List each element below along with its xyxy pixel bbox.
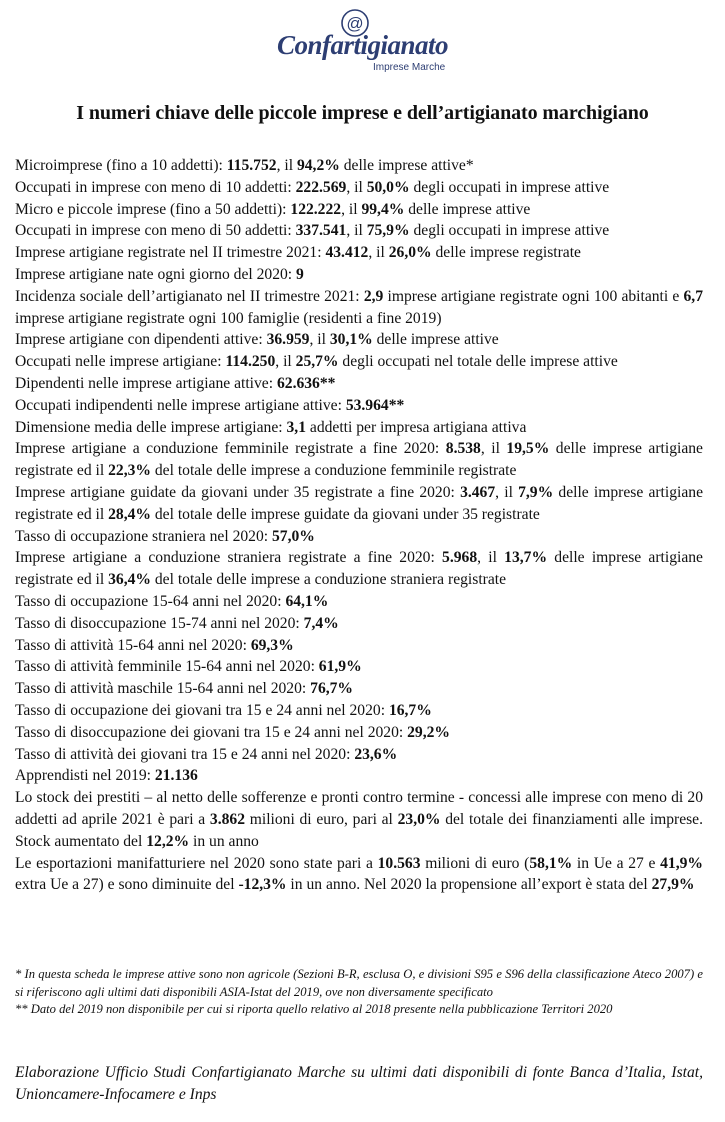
item-text: addetti per impresa artigiana attiva xyxy=(306,418,527,436)
key-value: -12,3% xyxy=(238,876,287,894)
item-text: milioni di euro, pari al xyxy=(245,810,398,828)
item-text: Occupati in imprese con meno di 10 addetti: xyxy=(15,178,296,196)
item-text: Imprese artigiane a conduzione straniera registrate a fine 2020: xyxy=(15,549,443,567)
item-text: delle imprese attive xyxy=(404,200,531,218)
page-title: I numeri chiave delle piccole imprese e dell’artigianato marchigiano xyxy=(76,102,649,124)
list-item xyxy=(15,526,703,548)
key-value: 114.250 xyxy=(225,353,276,371)
logo-subtitle: Imprese Marche xyxy=(373,62,446,73)
item-text: delle imprese attive* xyxy=(339,157,474,174)
footnote-2: ** Dato del 2019 non disponibile per cui si riporta quello relativo al 2018 presente nella pubblicazione Territori 2020 xyxy=(15,1002,613,1017)
item-text: , il xyxy=(346,222,367,240)
item-text: Imprese artigiane con dipendenti attive: xyxy=(15,331,267,349)
item-text: Imprese artigiane nate ogni giorno del 2020: xyxy=(15,265,297,283)
item-text: degli occupati nel totale delle imprese attive xyxy=(338,353,618,371)
item-text: Dipendenti nelle imprese artigiane attive: xyxy=(15,374,277,392)
key-value: 7,4% xyxy=(303,614,339,632)
item-text: , il xyxy=(477,549,505,567)
item-text: Imprese artigiane registrate nel II trimestre 2021: xyxy=(15,244,326,262)
key-value: 23,6% xyxy=(354,745,398,763)
key-value: 12,2% xyxy=(146,832,190,850)
list-item xyxy=(15,417,703,439)
list-item xyxy=(15,395,703,417)
item-text: Tasso di occupazione dei giovani tra 15 e 24 anni nel 2020: xyxy=(15,701,389,719)
item-text: Tasso di disoccupazione dei giovani tra 15 e 24 anni nel 2020: xyxy=(15,723,408,741)
item-text: in un anno. Nel 2020 la propensione all’export è stata del xyxy=(286,876,652,894)
item-text: delle imprese artigiane registrate ed il xyxy=(15,549,703,589)
list-item xyxy=(15,547,703,591)
item-text: , il xyxy=(368,244,389,262)
item-text: , il xyxy=(275,353,296,371)
item-text: delle imprese artigiane registrate ed il xyxy=(15,483,703,523)
key-value: 3.467 xyxy=(460,483,496,501)
item-text: Apprendisti nel 2019: xyxy=(15,767,155,785)
key-value: 115.752 xyxy=(226,157,277,174)
item-text: Occupati indipendenti nelle imprese artigiane attive: xyxy=(15,396,346,414)
footnote-1: * In questa scheda le imprese attive sono non agricole (Sezioni B-R, esclusa O, e divisioni S95 e S96 della classificazione Ateco 2007) e si riferiscono agli ultimi dati disponibili ASIA-Istat del 2019, ove non diversamente specificato xyxy=(15,967,703,999)
item-text: delle imprese artigiane registrate ed il xyxy=(15,440,703,480)
item-text: Le esportazioni manifatturiere nel 2020 sono state pari a xyxy=(15,854,378,872)
list-item xyxy=(15,351,703,373)
item-text: in Ue a 27 e xyxy=(572,854,661,872)
key-value: 26,0% xyxy=(388,244,432,262)
footnotes xyxy=(15,966,703,1019)
key-value: 41,9% xyxy=(660,854,704,872)
key-value: 50,0% xyxy=(366,178,410,196)
key-value: 22,3% xyxy=(108,462,151,480)
logo-brand-name: Confartigianato xyxy=(276,30,449,60)
item-text: , il xyxy=(495,483,519,501)
key-value: 27,9% xyxy=(651,876,695,894)
list-item xyxy=(15,853,703,897)
item-text: Incidenza sociale dell’artigianato nel II trimestre 2021: xyxy=(15,287,364,305)
key-value: 69,3% xyxy=(250,636,294,654)
list-item xyxy=(15,438,703,482)
key-value: 36.959 xyxy=(266,331,310,349)
item-text: del totale delle imprese a conduzione straniera registrate xyxy=(150,571,507,589)
item-text: Imprese artigiane a conduzione femminile registrate a fine 2020: xyxy=(15,440,446,458)
list-item xyxy=(15,177,703,199)
list-item xyxy=(15,700,703,722)
item-text: imprese artigiane registrate ogni 100 famiglie (residenti a fine 2019) xyxy=(15,309,442,327)
item-text: Tasso di occupazione 15-64 anni nel 2020: xyxy=(15,592,286,610)
item-text: degli occupati in imprese attive xyxy=(409,222,610,240)
item-text: Tasso di disoccupazione 15-74 anni nel 2020: xyxy=(15,614,304,632)
item-text: , il xyxy=(346,178,367,196)
list-item xyxy=(15,329,703,351)
item-text: Occupati nelle imprese artigiane: xyxy=(15,353,226,371)
key-value: 62.636** xyxy=(276,374,336,392)
item-text: delle imprese attive xyxy=(372,331,499,349)
key-value: 36,4% xyxy=(108,571,151,589)
item-text: Lo stock dei prestiti – al netto delle sofferenze e pronti contro termine - concessi alle imprese con meno di 20 addetti ad aprile 2021 è pari a xyxy=(15,789,703,828)
key-value: 122.222 xyxy=(290,200,342,218)
key-value: 28,4% xyxy=(108,505,151,523)
key-value: 94,2% xyxy=(296,157,340,174)
list-item xyxy=(15,765,703,787)
item-text: Tasso di occupazione straniera nel 2020: xyxy=(15,527,272,545)
key-value: 7,9% xyxy=(518,483,554,501)
key-value: 337.541 xyxy=(295,222,347,240)
item-text: del totale delle imprese a conduzione femminile registrate xyxy=(150,462,517,480)
key-value: 75,9% xyxy=(366,222,410,240)
key-value: 57,0% xyxy=(271,527,315,545)
item-text: Tasso di attività dei giovani tra 15 e 24 anni nel 2020: xyxy=(15,745,355,763)
key-value: 8.538 xyxy=(445,440,481,458)
key-value: 10.563 xyxy=(377,854,421,872)
key-value: 222.569 xyxy=(295,178,347,196)
at-symbol: @ xyxy=(346,14,364,33)
source-note: Elaborazione Ufficio Studi Confartigianato Marche su ultimi dati disponibili di fonte Banca d’Italia, Istat, Unioncamere-Infocamere e Inps xyxy=(15,1064,703,1103)
item-text: Micro e piccole imprese (fino a 50 addetti): xyxy=(15,200,291,218)
list-item xyxy=(15,656,703,678)
item-text: del totale delle imprese guidate da giovani under 35 registrate xyxy=(150,505,540,523)
list-item xyxy=(15,155,703,177)
list-item xyxy=(15,635,703,657)
key-value: 3.862 xyxy=(209,810,246,828)
list-item xyxy=(15,678,703,700)
key-figures-list xyxy=(15,155,703,896)
item-text: in un anno xyxy=(189,832,259,850)
key-value: 30,1% xyxy=(329,331,373,349)
list-item xyxy=(15,591,703,613)
key-value: 21.136 xyxy=(154,767,198,785)
item-text: Tasso di attività maschile 15-64 anni nel 2020: xyxy=(15,680,311,698)
key-value: 3,1 xyxy=(286,418,306,436)
key-value: 5.968 xyxy=(442,549,478,567)
list-item xyxy=(15,264,703,286)
key-value: 23,0% xyxy=(397,810,441,828)
item-text: milioni di euro ( xyxy=(420,854,530,872)
key-value: 53.964** xyxy=(345,396,405,414)
item-text: Microimprese (fino a 10 addetti): xyxy=(15,157,227,174)
item-text: imprese artigiane registrate ogni 100 abitanti e xyxy=(383,287,684,305)
key-value: 2,9 xyxy=(363,287,384,305)
list-item xyxy=(15,286,703,330)
item-text: extra Ue a 27) e sono diminuite del xyxy=(15,876,239,894)
item-text: Imprese artigiane guidate da giovani under 35 registrate a fine 2020: xyxy=(15,483,461,501)
key-value: 43.412 xyxy=(325,244,369,262)
list-item xyxy=(15,787,703,852)
list-item xyxy=(15,373,703,395)
key-value: 76,7% xyxy=(310,680,354,698)
list-item xyxy=(15,613,703,635)
item-text: degli occupati in imprese attive xyxy=(409,178,610,196)
item-text: delle imprese registrate xyxy=(431,244,581,262)
key-value: 6,7 xyxy=(683,287,703,305)
list-item xyxy=(15,220,703,242)
list-item xyxy=(15,199,703,221)
confartigianato-logo xyxy=(0,6,725,76)
item-text: , il xyxy=(276,157,297,174)
key-value: 19,5% xyxy=(506,440,550,458)
key-value: 9 xyxy=(296,265,304,283)
item-text: del totale dei finanziamenti alle imprese. Stock aumentato del xyxy=(15,810,703,850)
item-text: Tasso di attività 15-64 anni nel 2020: xyxy=(15,636,251,654)
list-item xyxy=(15,744,703,766)
key-value: 25,7% xyxy=(295,353,339,371)
item-text: Occupati in imprese con meno di 50 addetti: xyxy=(15,222,296,240)
key-value: 61,9% xyxy=(318,658,362,676)
list-item xyxy=(15,482,703,526)
list-item xyxy=(15,242,703,264)
key-value: 29,2% xyxy=(407,723,451,741)
key-value: 58,1% xyxy=(529,854,573,872)
item-text: , il xyxy=(480,440,507,458)
item-text: , il xyxy=(341,200,362,218)
item-text: Dimensione media delle imprese artigiane: xyxy=(15,418,287,436)
key-value: 13,7% xyxy=(504,549,548,567)
list-item xyxy=(15,722,703,744)
key-value: 16,7% xyxy=(388,701,432,719)
item-text: , il xyxy=(309,331,330,349)
key-value: 64,1% xyxy=(285,592,329,610)
key-value: 99,4% xyxy=(361,200,405,218)
item-text: Tasso di attività femminile 15-64 anni nel 2020: xyxy=(15,658,319,676)
